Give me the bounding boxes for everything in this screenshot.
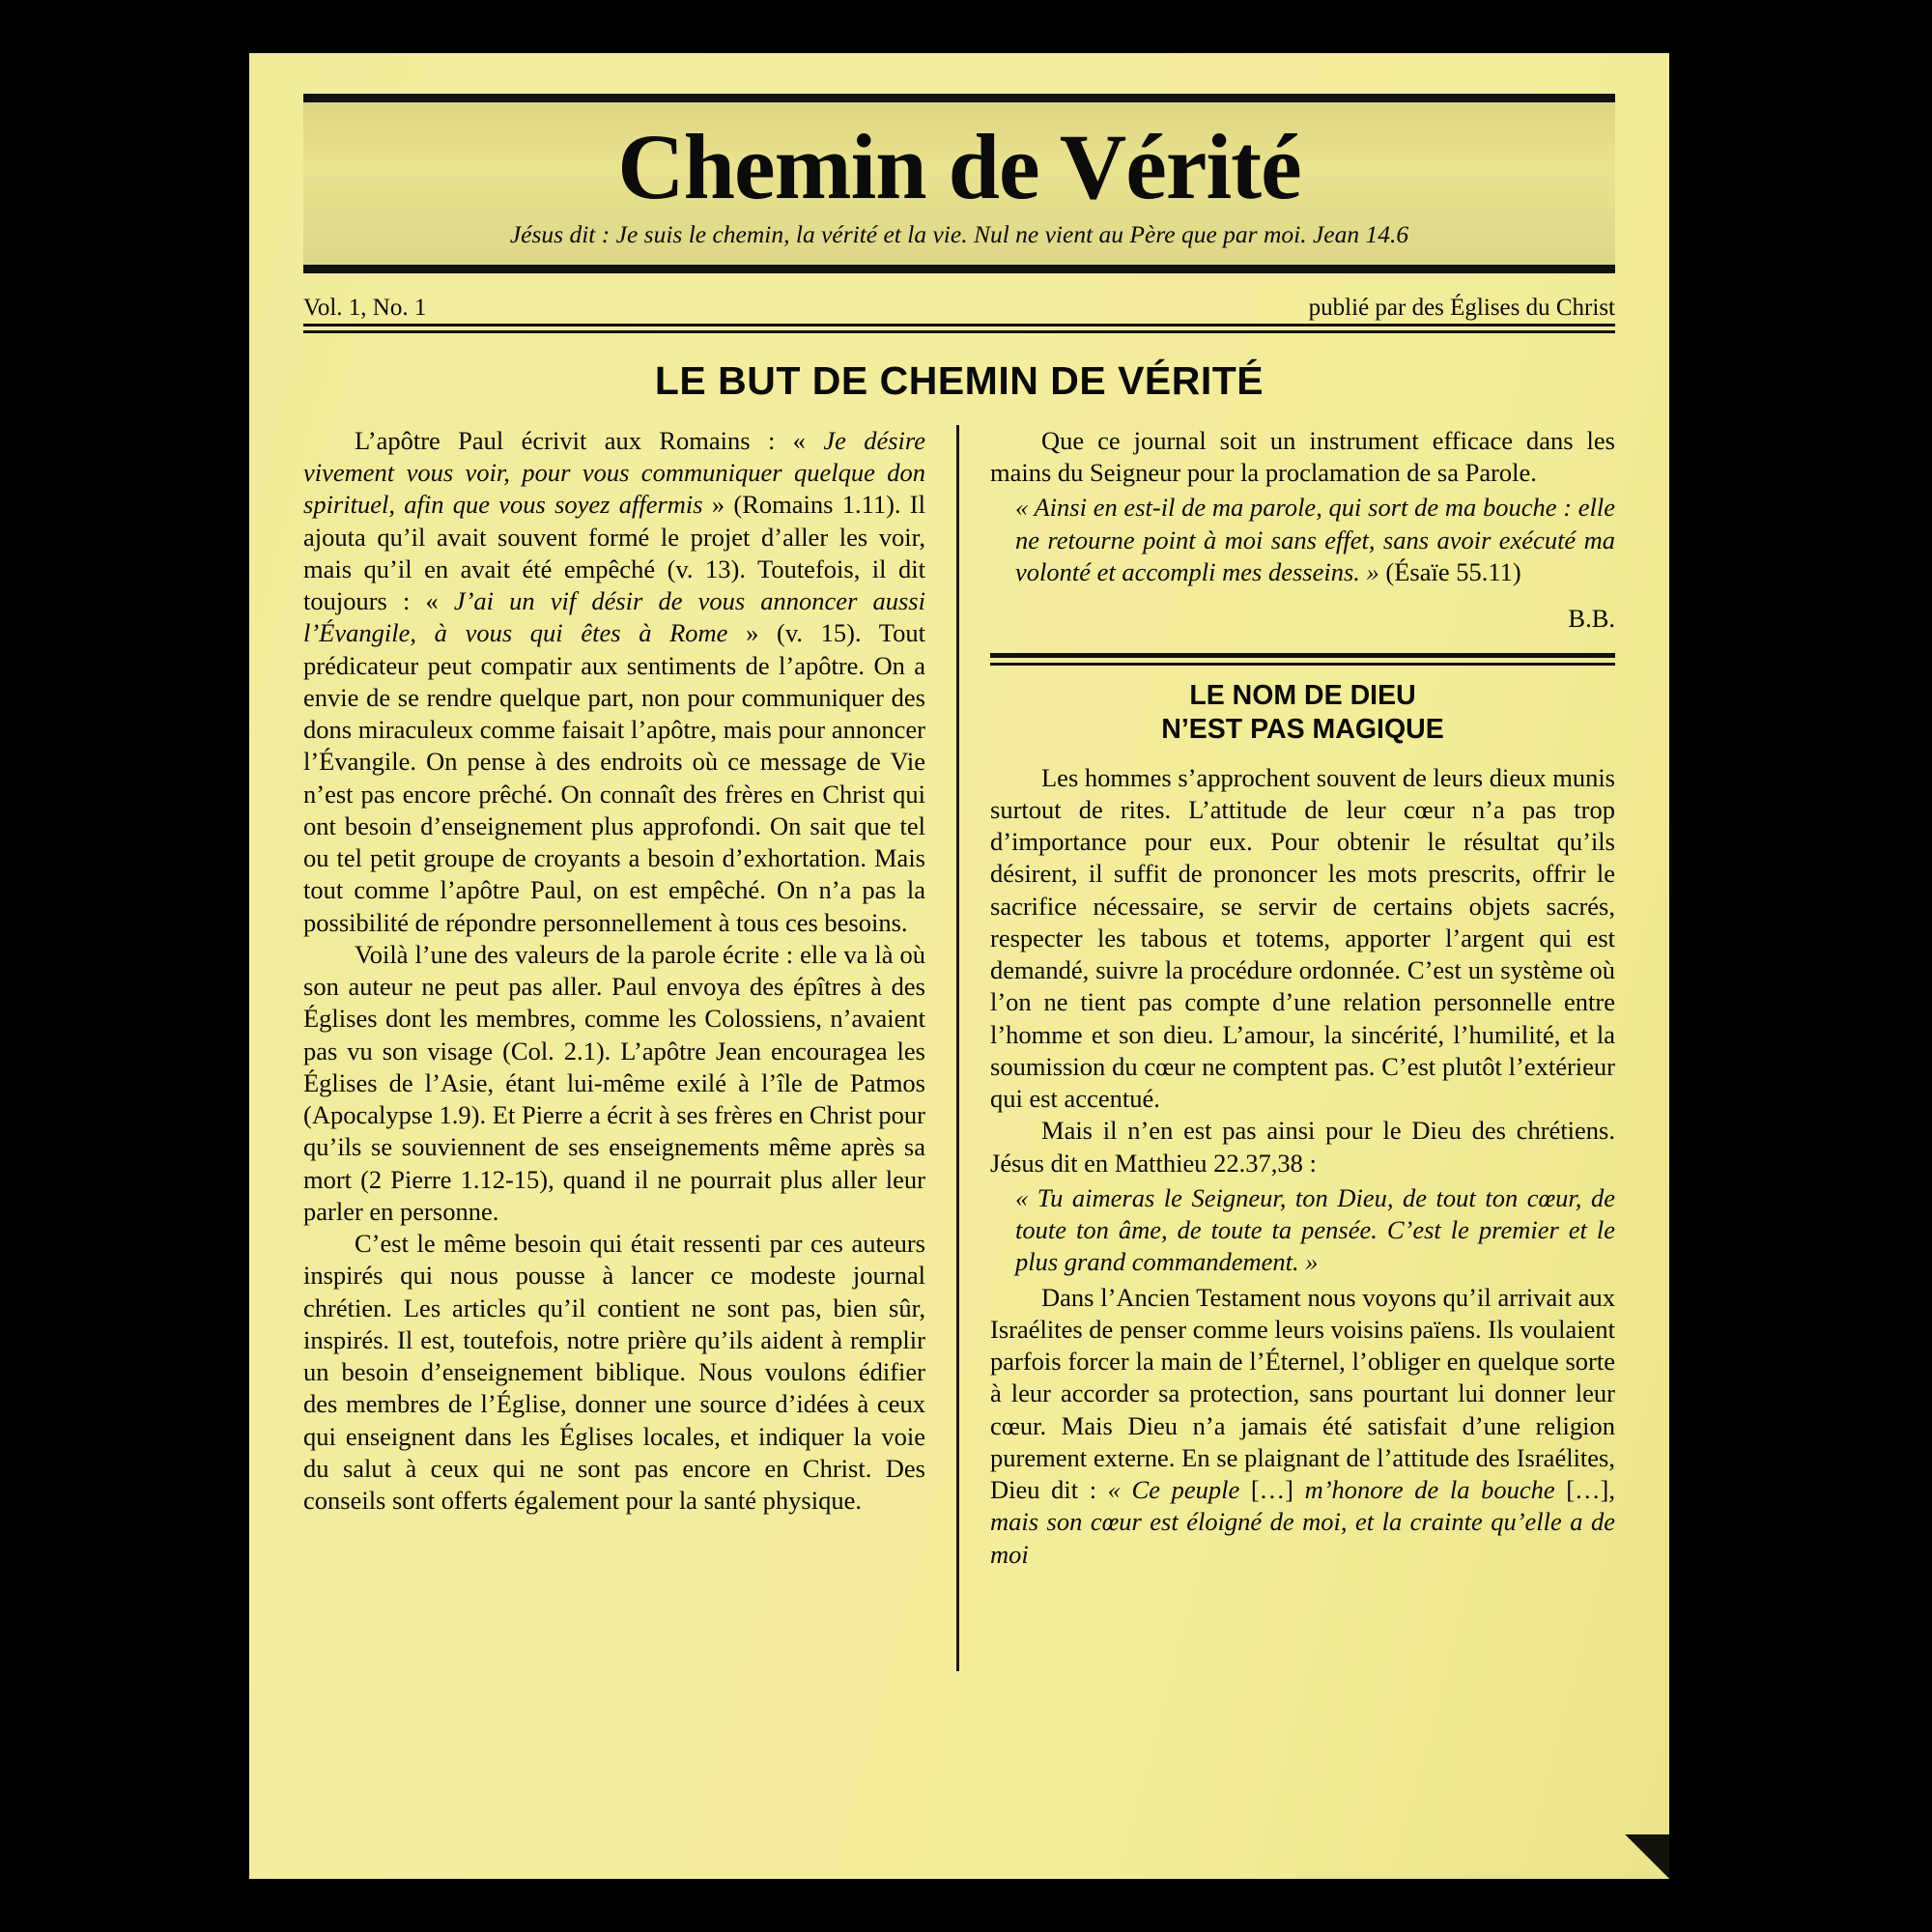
article-2-headline [990, 679, 1615, 747]
page-inner [303, 94, 1615, 1861]
roman-text: […] [1566, 1475, 1609, 1505]
issue-volume: Vol. 1, No. 1 [303, 294, 427, 321]
roman-text: L’apôtre Paul écrivit aux Romains : « [355, 425, 824, 455]
section-divider [990, 653, 1615, 666]
issue-bar [303, 295, 1615, 327]
roman-text: » (Romains 1.11). Il ajouta qu’il avait souvent formé le projet d’aller les voir, mais qu’il en avait été empêché (v. 13). Toutefois, il dit toujours : « [303, 490, 925, 616]
left-column [303, 425, 959, 1671]
columns-container [303, 425, 1615, 1671]
body-paragraph [990, 1282, 1615, 1571]
italic-text: J’ai un vif désir de vous annoncer aussi l’Évangile, à vous qui êtes à Rome [303, 586, 925, 648]
left-column-body [303, 425, 925, 1518]
italic-text: « Ainsi en est-il de ma parole, qui sort de ma bouche : elle ne retourne point à moi sans effet, sans avoir exécuté ma volonté et accompli mes desseins. » [1015, 493, 1615, 586]
body-paragraph [303, 1228, 925, 1517]
body-paragraph [990, 1115, 1615, 1179]
masthead [303, 94, 1615, 273]
article-signature: B.B. [1568, 604, 1615, 634]
article-headline: LE BUT DE CHEMIN DE VÉRITÉ [654, 357, 1264, 403]
masthead-verse: Jésus dit : Je suis le chemin, la vérité et la vie. Nul ne vient au Père que par moi. Jean 14.6 [509, 219, 1409, 248]
roman-text: Que ce journal soit un instrument efficace dans les mains du Seigneur pour la proclamation de sa Parole. [990, 425, 1615, 488]
roman-text: C’est le même besoin qui était ressenti par ces auteurs inspirés qui nous pousse à lancer ce modeste journal chrétien. Les articles qu’il contient ne sont pas, bien sûr, inspirés. Il est, toutefois, notre prière qu’ils aident à remplir un besoin d’enseignement biblique. Nous voulons édifier des membres de l’Église, donner une source d’idées à ceux qui enseignent dans les Églises locales, et indiquer la voie du salut à ceux qui ne sont pas encore en Christ. Des conseils sont offerts également pour la santé physique. [303, 1229, 925, 1516]
newspaper-page [249, 53, 1669, 1879]
body-paragraph [303, 939, 925, 1228]
page-title: Chemin de Vérité [617, 115, 1301, 218]
body-paragraph [303, 425, 925, 939]
body-paragraph [990, 762, 1615, 1116]
italic-text: , mais son cœur est éloigné de moi, et la crainte qu’elle a de moi [990, 1475, 1616, 1569]
scripture-quote [990, 492, 1615, 588]
roman-text: Dans l’Ancien Testament nous voyons qu’il arrivait aux Israélites de penser comme leurs voisins païens. Ils voulaient parfois forcer la main de l’Éternel, l’obliger en quelque sorte à leur accorder sa protection, sans pourtant lui donner leur cœur. Mais Dieu n’a jamais été satisfait d’une religion purement externe. En se plaignant de l’attitude des Israélites, Dieu dit : [990, 1282, 1615, 1505]
roman-text: […] [1250, 1475, 1293, 1505]
issue-bar-rule [303, 330, 1615, 333]
issue-publisher: publié par des Églises du Christ [1308, 294, 1615, 321]
right-article-1 [990, 425, 1615, 588]
roman-text: » (v. 15). Tout prédicateur peut compatir aux sentiments de l’apôtre. On a envie de se rendre quelque part, non pour communiquer des dons miraculeux comme faisait l’apôtre, mais pour annoncer l’Évangile. On pense à des endroits où ce message de Vie n’est pas encore prêché. On connaît des frères en Christ qui ont besoin d’enseignement plus approfondi. On sait que tel ou tel petit groupe de croyants a besoin d’exhortation. Mais tout comme l’apôtre Paul, on est empêché. On n’a pas la possibilité de répondre personnellement à tous ces besoins. [303, 618, 925, 937]
italic-text: m’honore de la bouche [1293, 1475, 1567, 1505]
roman-text: Les hommes s’approchent souvent de leurs dieux munis surtout de rites. L’attitude de leur cœur n’a pas trop d’importance pour eux. Pour obtenir le résultat qu’ils désirent, il suffit de prononcer les mots prescrits, offrir le sacrifice nécessaire, se servir de certains objets sacrés, respecter les tabous et totems, apporter l’argent qui est demandé, suivre la procédure ordonnée. C’est un système où l’on ne tient pas compte d’une relation personnelle entre l’homme et son dieu. L’amour, la sincérité, l’humilité, et la soumission du cœur ne comptent pas. C’est plutôt l’extérieur qui est accentué. [990, 762, 1615, 1114]
italic-text: Je désire vivement vous voir, pour vous communiquer quelque don spirituel, afin que vous soyez affermis [303, 425, 925, 520]
roman-text: Mais il n’en est pas ainsi pour le Dieu des chrétiens. Jésus dit en Matthieu 22.37,38 : [990, 1116, 1615, 1178]
roman-text: (Ésaïe 55.11) [1378, 556, 1521, 586]
italic-text: « Tu aimeras le Seigneur, ton Dieu, de tout ton cœur, de toute ton âme, de toute ta pensée. C’est le premier et le plus grand commandement. » [1015, 1182, 1615, 1277]
right-article-2 [990, 762, 1615, 1571]
right-column [959, 425, 1615, 1671]
article-2-headline-line2: N’EST PAS MAGIQUE [1161, 713, 1444, 745]
roman-text: Voilà l’une des valeurs de la parole écrite : elle va là où son auteur ne peut pas aller. Paul envoya des épîtres à des Églises dont les membres, comme les Colossiens, n’avaient pas vu son visage (Col. 2.1). L’apôtre Jean encouragea les Églises de l’Asie, étant lui-même exilé à l’île de Patmos (Apocalypse 1.9). Et Pierre a écrit à ses frères en Christ pour qu’ils se souviennent de ses enseignements même après sa mort (2 Pierre 1.12-15), quand il ne pourrait plus aller leur parler en personne. [303, 939, 925, 1226]
article-2-headline-line1: LE NOM DE DIEU [1189, 680, 1416, 712]
italic-text: « Ce peuple [1107, 1475, 1251, 1505]
scripture-quote [990, 1182, 1615, 1279]
body-paragraph [990, 425, 1615, 490]
